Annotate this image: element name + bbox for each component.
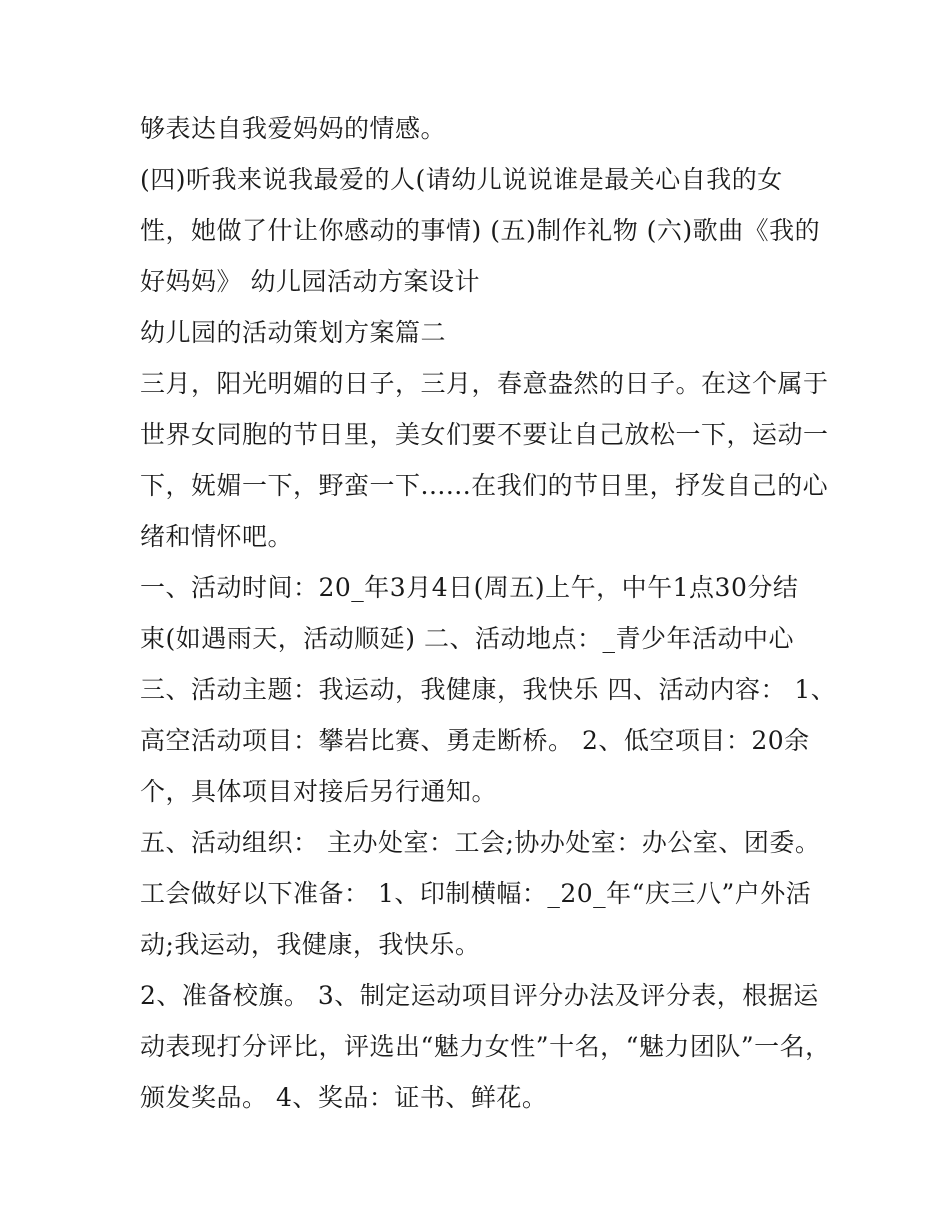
- text-line: 三月，阳光明媚的日子，三月，春意盎然的日子。在这个属于: [140, 369, 829, 398]
- text-line: (四)听我来说我最爱的人(请幼儿说说谁是最关心自我的女: [140, 165, 783, 194]
- text-line: 好妈妈》 幼儿园活动方案设计: [140, 267, 480, 296]
- text-line: 2、准备校旗。 3、制定运动项目评分办法及评分表，根据运: [140, 981, 819, 1010]
- text-line: 世界女同胞的节日里，美女们要不要让自己放松一下，运动一: [140, 420, 829, 449]
- text-line: 五、活动组织： 主办处室：工会;协办处室：办公室、团委。: [140, 828, 821, 857]
- text-line: 下，妩媚一下，野蛮一下......在我们的节日里，抒发自己的心: [140, 471, 829, 500]
- text-line: 颁发奖品。 4、奖品：证书、鲜花。: [140, 1083, 548, 1112]
- text-line: 动表现打分评比，评选出“魅力女性”十名，“魅力团队”一名，: [140, 1032, 831, 1061]
- text-line: 够表达自我爱妈妈的情感。: [140, 114, 447, 143]
- text-line: 束(如遇雨天，活动顺延) 二、活动地点：_青少年活动中心: [140, 624, 794, 653]
- section-heading: 幼儿园的活动策划方案篇二: [140, 318, 447, 347]
- text-line: 一、活动时间：20_年3月4日(周五)上午，中午1点30分结: [140, 573, 799, 602]
- text-line: 三、活动主题：我运动，我健康，我快乐 四、活动内容： 1、: [140, 675, 837, 704]
- text-line: 工会做好以下准备： 1、印制横幅：_20_年“庆三八”户外活: [140, 879, 812, 908]
- text-line: 个，具体项目对接后另行通知。: [140, 777, 498, 806]
- text-line: 绪和情怀吧。: [140, 522, 294, 551]
- text-line: 性，她做了什让你感动的事情) (五)制作礼物 (六)歌曲《我的: [140, 216, 821, 245]
- text-line: 高空活动项目：攀岩比赛、勇走断桥。 2、低空项目：20余: [140, 726, 810, 755]
- text-line: 动;我运动，我健康，我快乐。: [140, 930, 481, 959]
